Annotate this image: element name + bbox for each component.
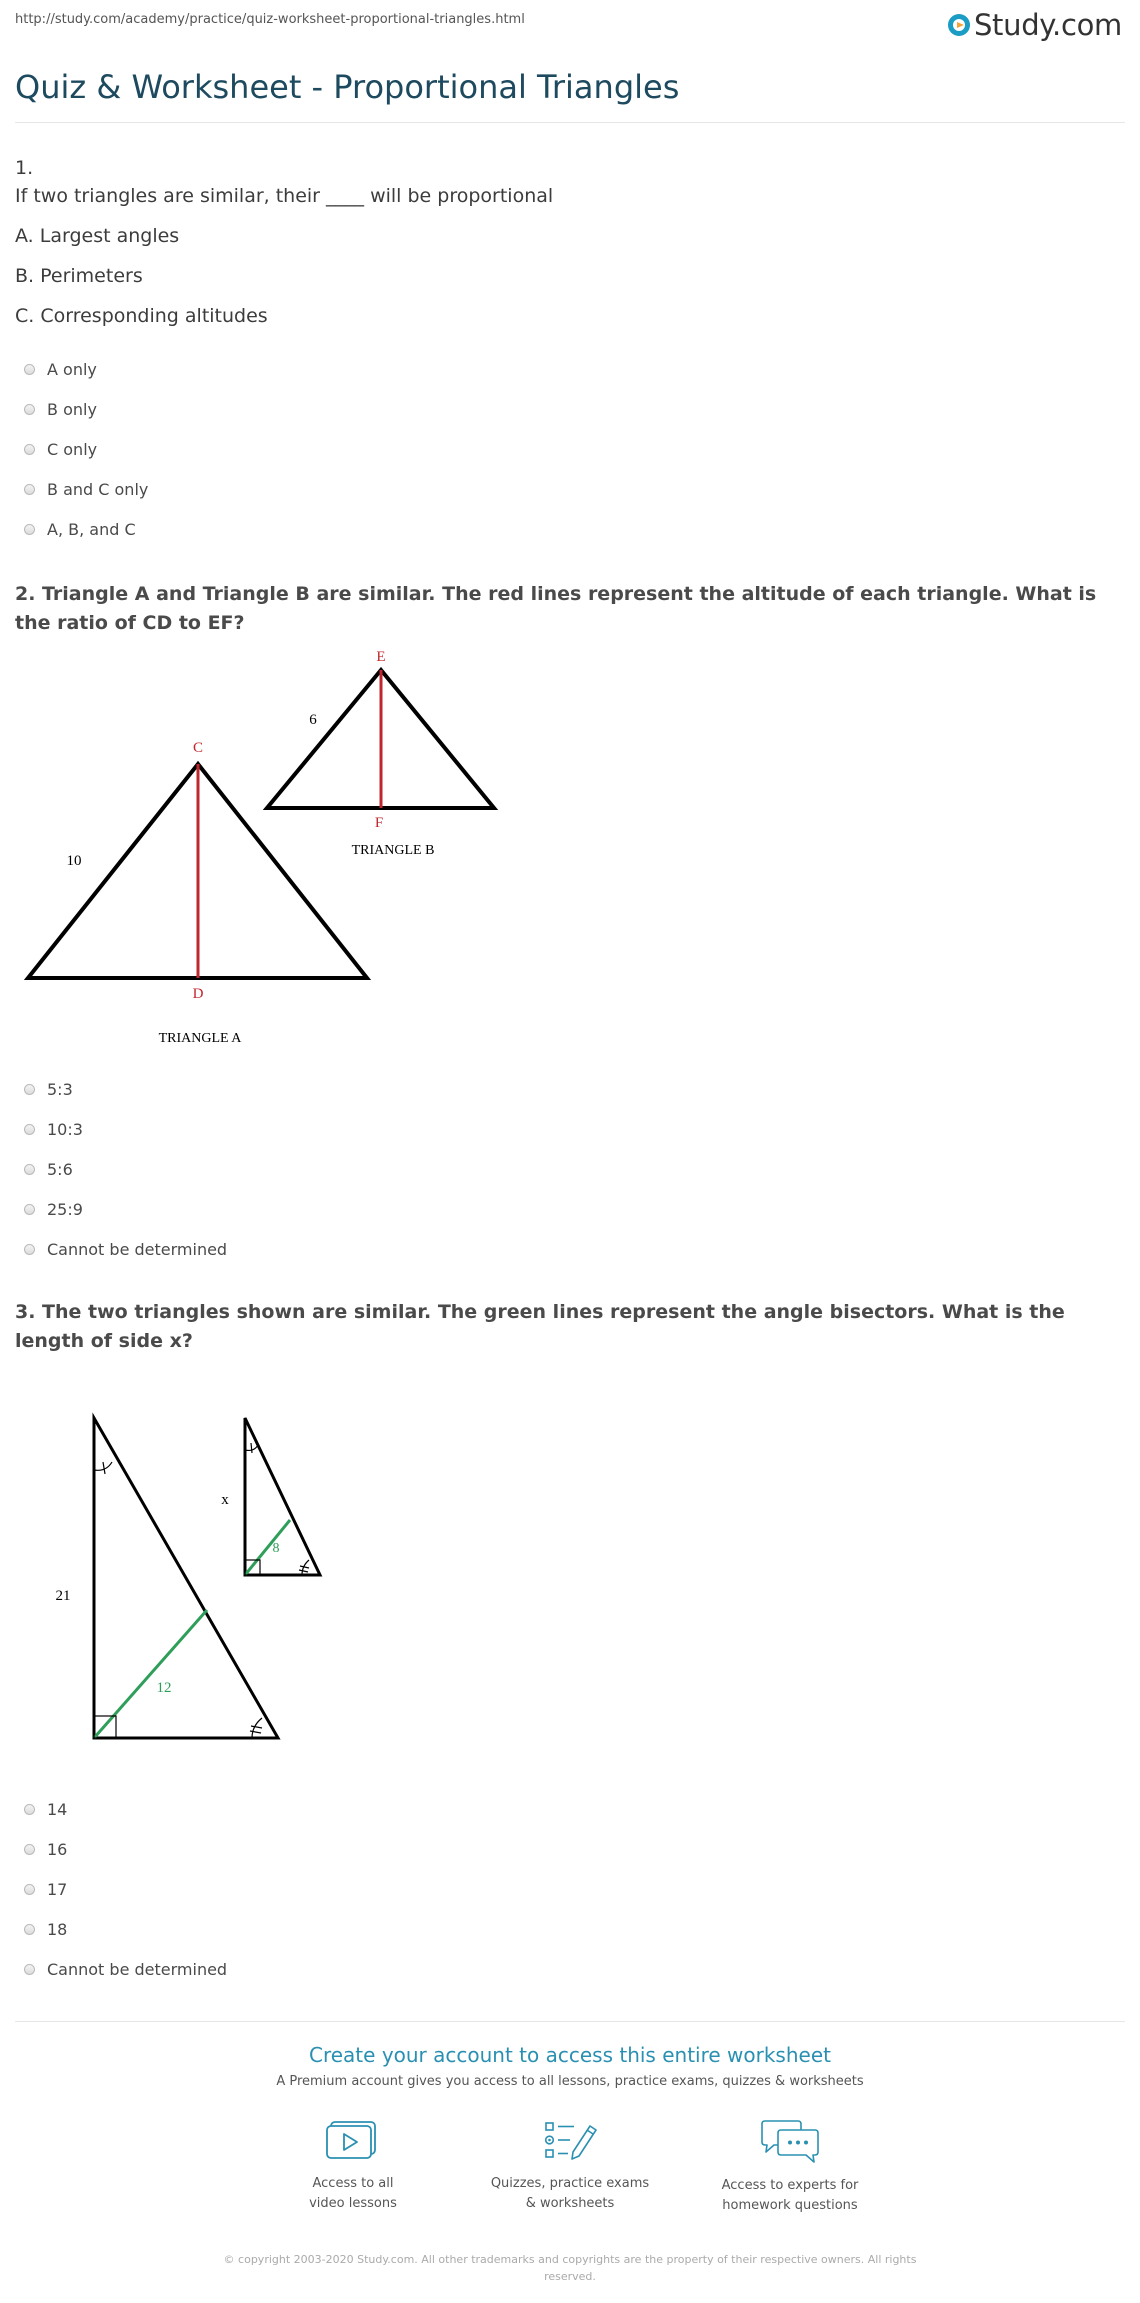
- feature-line-2: homework questions: [722, 2198, 858, 2213]
- answer-option[interactable]: [24, 1840, 67, 1859]
- answer-option[interactable]: [24, 440, 97, 459]
- feature-line-1: Quizzes, practice exams: [490, 2176, 650, 2191]
- label-bisector-8: 8: [272, 1541, 280, 1556]
- answer-option[interactable]: [24, 1920, 67, 1939]
- statement-b: B. Perimeters: [15, 265, 143, 287]
- radio-button[interactable]: [24, 1884, 35, 1895]
- radio-button[interactable]: [24, 1964, 35, 1975]
- answer-option[interactable]: [24, 1880, 67, 1899]
- radio-button[interactable]: [24, 1204, 35, 1215]
- feature-line-2: video lessons: [309, 2196, 397, 2211]
- label-side-b: 6: [309, 712, 317, 728]
- play-logo-icon: [948, 14, 970, 36]
- large-triangle: [94, 1418, 278, 1738]
- radio-button[interactable]: [24, 484, 35, 495]
- angle-tick-bottom-2: [250, 1731, 261, 1733]
- option-label: A only: [47, 360, 97, 379]
- page-title: Quiz & Worksheet - Proportional Triangles: [15, 68, 680, 106]
- question-text: 2. Triangle A and Triangle B are similar. The red lines represent the altitude of each triangle. What is the ratio of CD to EF?: [15, 583, 1097, 634]
- option-label: 10:3: [47, 1120, 83, 1139]
- angle-tick-top-small: [251, 1443, 252, 1453]
- radio-button[interactable]: [24, 524, 35, 535]
- quiz-checklist-icon: [540, 2118, 600, 2164]
- option-label: 5:3: [47, 1080, 73, 1099]
- statement-a: A. Largest angles: [15, 225, 180, 247]
- radio-button[interactable]: [24, 1164, 35, 1175]
- answer-option[interactable]: [24, 1160, 73, 1179]
- option-label: 18: [47, 1920, 68, 1939]
- label-side-21: 21: [55, 1588, 71, 1604]
- answer-option[interactable]: [24, 1200, 83, 1219]
- section-divider: [15, 2021, 1125, 2022]
- label-d: D: [192, 986, 204, 1002]
- option-label: C only: [47, 440, 98, 459]
- cta-subtitle: A Premium account gives you access to all lessons, practice exams, quizzes & worksheets: [276, 2074, 864, 2089]
- radio-button[interactable]: [24, 1124, 35, 1135]
- feature-line-1: Access to all: [312, 2176, 394, 2191]
- answer-option[interactable]: [24, 400, 97, 419]
- option-label: 16: [47, 1840, 68, 1859]
- logo-text: Study.com: [973, 8, 1122, 42]
- option-label: Cannot be determined: [47, 1960, 228, 1979]
- question-text: 3. The two triangles shown are similar. The green lines represent the angle bisectors. What is the length of side x?: [15, 1301, 1065, 1352]
- option-label: Cannot be determined: [47, 1240, 228, 1259]
- radio-button[interactable]: [24, 404, 35, 415]
- radio-button[interactable]: [24, 1244, 35, 1255]
- angle-bisector-figure: [0, 1400, 360, 1760]
- chat-bubbles-icon: [758, 2118, 822, 2166]
- label-side-a: 10: [66, 853, 82, 869]
- angle-tick-bottom-1: [251, 1726, 262, 1728]
- footer-line-1: © copyright 2003-2020 Study.com. All other trademarks and copyrights are the property of their respective owners. All rights: [223, 2253, 917, 2266]
- radio-button[interactable]: [24, 1804, 35, 1815]
- radio-button[interactable]: [24, 364, 35, 375]
- angle-tick-top: [103, 1462, 105, 1474]
- caption-triangle-b: TRIANGLE B: [351, 843, 435, 858]
- answer-option[interactable]: [24, 1120, 83, 1139]
- radio-button[interactable]: [24, 1924, 35, 1935]
- answer-option[interactable]: [24, 360, 97, 379]
- option-label: A, B, and C: [47, 520, 136, 539]
- answer-option[interactable]: [24, 1800, 67, 1819]
- caption-triangle-a: TRIANGLE A: [158, 1031, 242, 1046]
- option-label: 5:6: [47, 1160, 73, 1179]
- answer-option[interactable]: [24, 1080, 73, 1099]
- answer-option[interactable]: [24, 1240, 227, 1259]
- label-bisector-12: 12: [156, 1680, 172, 1696]
- radio-button[interactable]: [24, 1844, 35, 1855]
- option-label: B and C only: [47, 480, 149, 499]
- similar-triangles-figure: [0, 640, 520, 1060]
- feature-line-1: Access to experts for: [721, 2178, 859, 2193]
- label-f: F: [374, 815, 384, 831]
- answer-option[interactable]: [24, 480, 148, 499]
- feature-quizzes: [470, 2118, 670, 2214]
- title-divider: [15, 122, 1125, 123]
- cta-title[interactable]: Create your account to access this entire worksheet: [309, 2043, 831, 2067]
- bisector-small: [245, 1520, 290, 1575]
- feature-experts: [690, 2118, 890, 2216]
- study-logo[interactable]: [948, 8, 1122, 42]
- feature-line-2: & worksheets: [525, 2196, 615, 2211]
- answer-option[interactable]: [24, 1960, 227, 1979]
- option-label: 14: [47, 1800, 68, 1819]
- bisector-large: [94, 1610, 207, 1738]
- feature-video-lessons: [253, 2118, 453, 2214]
- option-label: 25:9: [47, 1200, 83, 1219]
- angle-tick-bottom-small-2: [299, 1570, 308, 1572]
- small-triangle: [245, 1418, 320, 1575]
- question-text: If two triangles are similar, their ____ will be proportional: [15, 185, 554, 207]
- page-url: http://study.com/academy/practice/quiz-worksheet-proportional-triangles.html: [15, 12, 525, 27]
- option-label: B only: [47, 400, 97, 419]
- radio-button[interactable]: [24, 1084, 35, 1095]
- option-label: 17: [47, 1880, 68, 1899]
- label-c: C: [192, 740, 204, 756]
- copyright-footer: [200, 2251, 940, 2285]
- label-side-x: x: [221, 1492, 229, 1508]
- question-number: 1.: [15, 157, 34, 179]
- answer-option[interactable]: [24, 520, 136, 539]
- footer-line-2: reserved.: [544, 2270, 596, 2283]
- statement-c: C. Corresponding altitudes: [15, 305, 268, 327]
- radio-button[interactable]: [24, 444, 35, 455]
- label-e: E: [376, 649, 386, 665]
- video-lesson-icon: [325, 2118, 381, 2164]
